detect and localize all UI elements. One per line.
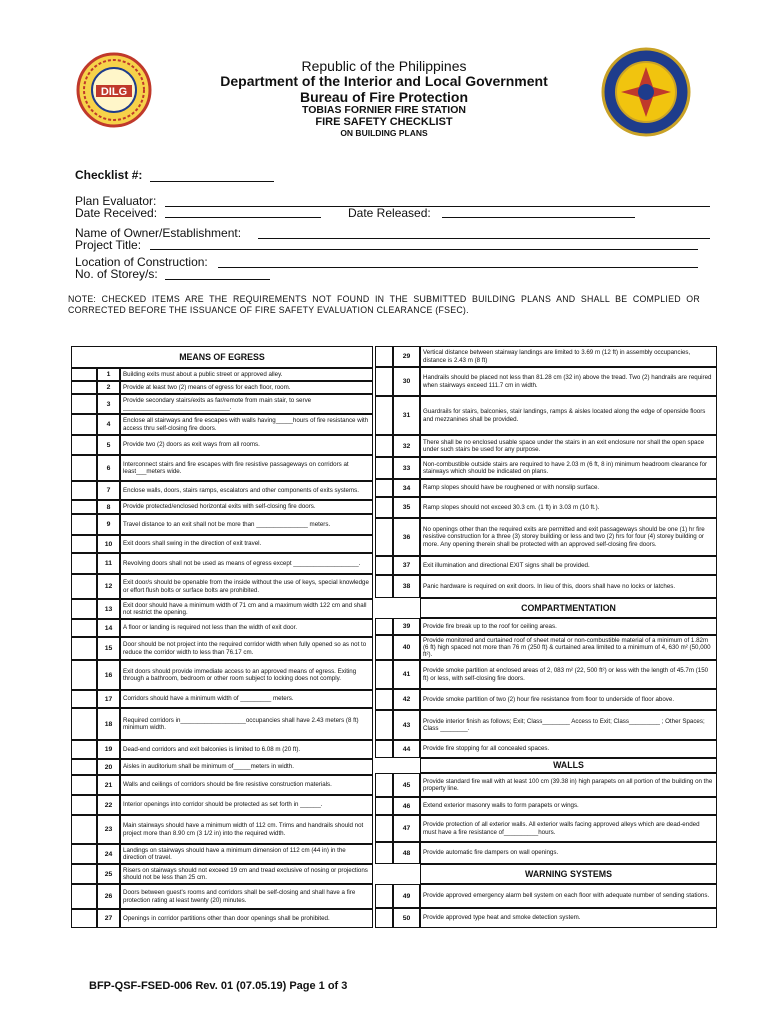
checkbox[interactable] <box>71 740 97 759</box>
checkbox[interactable] <box>71 690 97 708</box>
item-number: 15 <box>104 645 113 652</box>
item-number: 47 <box>402 825 411 832</box>
item-text: Provide automatic fire dampers on wall openings. <box>423 849 559 857</box>
checkbox[interactable] <box>71 708 97 740</box>
item-text: Ramp slopes should not exceed 30.3 cm. (1 ft) in 3.03 m (10 ft.). <box>423 503 600 511</box>
item-number: 18 <box>104 720 113 728</box>
item-number: 9 <box>106 521 111 528</box>
checkbox[interactable] <box>71 795 97 815</box>
item-text: Panic hardware is required on exit doors. In lieu of this, doors shall have no locks or latches. <box>423 582 676 590</box>
checkbox[interactable] <box>71 381 97 394</box>
item-text: Landings on stairways should have a minimum dimension of 112 cm (44 in) in the direction of travel. <box>123 846 346 861</box>
location-label: Location of Construction: <box>75 255 208 269</box>
checkbox[interactable] <box>375 842 393 864</box>
item-text: Handrails should be placed not less than 81.28 cm (32 in) above the tread. Two (2) handrails are required when stairways exceed 111.7 cm in width. <box>423 374 712 389</box>
item-number: 37 <box>402 562 411 569</box>
owner-label: Name of Owner/Establishment: <box>75 226 242 240</box>
checkbox[interactable] <box>71 759 97 775</box>
checkbox[interactable] <box>71 414 97 435</box>
section-compartmentation: COMPARTMENTATION <box>420 598 717 618</box>
checkbox[interactable] <box>71 815 97 844</box>
checklist-no-field[interactable] <box>150 181 274 182</box>
item-text: Provide smoke partition at enclosed areas of 2, 083 m² (22, 500 ft²) or less with the length of 45.7m (150 ft) or less, with self-closing fire doors. <box>423 667 709 682</box>
date-received-field[interactable] <box>165 217 321 218</box>
item-text: Exit door should have a minimum width of 71 cm and a maximum width 122 cm and shall not restrict the opening. <box>123 601 367 616</box>
item-number: 45 <box>402 781 411 789</box>
checkbox[interactable] <box>71 619 97 637</box>
republic-heading: Republic of the Philippines <box>301 58 467 74</box>
item-number: 49 <box>402 892 411 900</box>
item-text: Provide fire stopping for all concealed spaces. <box>423 745 550 753</box>
item-text: Doors between guest's rooms and corridors shall be self-closing and shall have a fire protection rating at least twenty (20) minutes. <box>123 889 356 904</box>
checkbox[interactable] <box>375 908 393 928</box>
date-released-field[interactable] <box>442 217 635 218</box>
note-text: NOTE: CHECKED ITEMS ARE THE REQUIREMENTS NOT FOUND IN THE SUBMITTED BUILDING PLANS AND SHALL BE COMPLIED OR CORRECTED BEFORE THE ISSUANCE OF FIRE SAFETY EVALUATION CLEARANCE (FSEC). <box>68 294 700 315</box>
item-number: 11 <box>104 560 113 567</box>
bureau-heading: Bureau of Fire Protection <box>299 89 469 105</box>
item-number: 39 <box>402 623 411 630</box>
dilg-logo-text: DILG <box>100 86 128 98</box>
item-number: 42 <box>402 696 411 703</box>
checkbox[interactable] <box>71 864 97 884</box>
item-text: Provide two (2) doors as exit ways from all rooms. <box>123 441 260 449</box>
item-text: Vertical distance between stairway landings are limited to 3.69 m (12 ft) in assembly occupancies, distance is 2.43 m (8 ft) <box>423 349 691 364</box>
checkbox[interactable] <box>375 556 393 575</box>
item-number: 16 <box>104 671 113 679</box>
item-text: Provide approved type heat and smoke detection system. <box>423 914 581 922</box>
checkbox[interactable] <box>375 396 393 435</box>
checkbox[interactable] <box>71 455 97 481</box>
item-text: Extend exterior masonry walls to form parapets or wings. <box>423 802 579 810</box>
checklist-title: FIRE SAFETY CHECKLIST <box>315 116 453 128</box>
item-number: 32 <box>402 442 411 450</box>
item-text: Enclose all stairways and fire escapes with walls having_____hours of fire resistance with access thru self-closing fire doors. <box>123 417 369 432</box>
item-number: 2 <box>106 384 111 391</box>
checkbox[interactable] <box>71 500 97 514</box>
item-text: Aisles in auditorium shall be minimum of_____meters in width. <box>123 763 294 771</box>
item-text: Provide interior finish as follows; Exit; Class________ Access to Exit; Class_________ ; Other Spaces; Class ________. <box>423 717 705 732</box>
item-text: Dead-end corridors and exit balconies is limited to 6.08 m (20 ft). <box>123 745 301 753</box>
item-number: 40 <box>402 644 411 651</box>
item-number: 6 <box>106 464 111 472</box>
item-number: 10 <box>104 540 113 548</box>
section-warning-systems: WARNING SYSTEMS <box>420 864 717 884</box>
checkbox[interactable] <box>375 618 393 635</box>
item-text: Openings in corridor partitions other than door openings shall be prohibited. <box>123 914 330 922</box>
item-text: Enclose walls, doors, stairs ramps, escalators and other components of exits systems. <box>123 486 359 494</box>
item-text: Revolving doors shall not be used as means of egress except ___________________. <box>123 559 361 567</box>
item-number: 8 <box>106 503 111 511</box>
item-number: 41 <box>402 671 411 678</box>
item-text: Provide standard fire wall with at least 100 cm (39.38 in) high parapets on all portion of the building on the property line. <box>423 777 713 792</box>
item-number: 22 <box>104 801 113 809</box>
item-text: Ramp slopes should have be roughened or with nonslip surface. <box>423 484 600 492</box>
storeys-field[interactable] <box>165 279 270 280</box>
station-heading: TOBIAS FORNIER FIRE STATION <box>302 104 466 116</box>
checkbox[interactable] <box>375 710 393 740</box>
item-text: Exit doors should provide immediate access to an approved means of egress. Exiting through a bathroom, bedroom or other room subject to locking does not comply. <box>123 667 357 682</box>
checkbox[interactable] <box>71 844 97 864</box>
item-text: Provide fire break up to the roof for ceiling areas. <box>423 622 557 630</box>
item-number: 20 <box>104 763 113 771</box>
checkbox[interactable] <box>375 689 393 710</box>
item-text: Travel distance to an exit shall not be more than _______________ meters. <box>123 520 331 528</box>
item-number: 33 <box>402 464 411 472</box>
section-walls: WALLS <box>420 758 717 773</box>
item-text: Exit doors shall swing in the direction of exit travel. <box>123 540 262 548</box>
item-number: 12 <box>104 583 113 590</box>
item-number: 30 <box>402 378 411 385</box>
checkbox[interactable] <box>375 346 393 367</box>
storeys-label: No. of Storey/s: <box>75 267 158 281</box>
item-number: 5 <box>106 441 111 449</box>
item-text: Corridors should have a minimum width of _________ meters. <box>123 695 294 703</box>
checkbox[interactable] <box>375 457 393 479</box>
item-number: 23 <box>104 826 113 833</box>
item-text: A floor or landing is required not less than the width of exit door. <box>123 624 298 632</box>
item-text: Door should be not project into the required corridor width when fully opened so as not to reduce the corridor width to less than 76.17 cm. <box>123 641 367 656</box>
item-text: Risers on stairways should not exceed 19 cm and tread exclusive of nosing or projections should not be less than 25 cm. <box>123 866 368 881</box>
date-released-label: Date Released: <box>348 206 431 220</box>
item-number: 36 <box>402 533 411 541</box>
checkbox[interactable] <box>375 367 393 396</box>
checkbox[interactable] <box>71 368 97 381</box>
item-number: 48 <box>402 849 411 857</box>
item-number: 26 <box>104 893 113 900</box>
item-text: Provide monitored and curtained roof of sheet metal or non-combustible material of a minimum of 1.82m (6 ft) high spaced not more than 76 m (250 ft) & curtained area limited to a minimum of 4, 630 m² (50,000 ft²). <box>423 636 711 659</box>
checkbox[interactable] <box>71 884 97 909</box>
department-heading: Department of the Interior and Local Government <box>220 73 548 89</box>
checkbox[interactable] <box>71 775 97 795</box>
project-title-label: Project Title: <box>75 238 142 252</box>
item-text: Non-combustible outside stairs are required to have 2.03 m (6 ft, 8 in) minimum headroom clearance for stairways which should be indicated on plans. <box>423 460 708 475</box>
checkbox[interactable] <box>375 497 393 518</box>
checkbox[interactable] <box>71 481 97 500</box>
checkbox[interactable] <box>375 773 393 797</box>
checkbox[interactable] <box>71 394 97 414</box>
checkbox[interactable] <box>375 815 393 842</box>
item-text: Exit door/s should be openable from the inside without the use of keys, special knowledge or effort flush bolts or surface bolts are prohibited. <box>123 579 369 594</box>
section-means-of-egress: MEANS OF EGRESS <box>71 346 373 368</box>
plan-evaluator-field[interactable] <box>165 206 710 207</box>
item-number: 44 <box>402 745 411 753</box>
item-number: 21 <box>104 781 113 789</box>
item-number: 50 <box>402 914 411 922</box>
checkbox[interactable] <box>375 575 393 598</box>
item-text: Provide protection of all exterior walls. All exterior walls facing approved alleys which are dead-ended must have a fire resistance of__________hours. <box>423 821 700 836</box>
checkbox[interactable] <box>71 514 97 535</box>
location-field[interactable] <box>218 267 698 268</box>
checkbox[interactable] <box>71 574 97 599</box>
item-number: 38 <box>402 583 411 590</box>
checkbox[interactable] <box>375 740 393 758</box>
item-text: Main stairways should have a minimum width of 112 cm. Trims and handrails should not project more than 8.90 cm (3 1/2 in) into the required width. <box>123 822 364 837</box>
item-number: 31 <box>402 412 411 419</box>
date-received-label: Date Received: <box>75 206 158 220</box>
checkbox[interactable] <box>375 797 393 815</box>
item-number: 34 <box>402 484 411 492</box>
item-number: 29 <box>402 353 411 360</box>
item-number: 27 <box>104 915 113 922</box>
footer-text: BFP-QSF-FSED-006 Rev. 01 (07.05.19) Page 1 of 3 <box>89 980 348 992</box>
checkbox[interactable] <box>71 909 97 928</box>
checkbox[interactable] <box>71 435 97 455</box>
item-number: 24 <box>104 850 113 858</box>
item-number: 14 <box>104 624 113 632</box>
item-text: Building exits must about a public street or approved alley. <box>123 370 283 378</box>
checklist-subtitle: ON BUILDING PLANS <box>340 128 428 138</box>
item-text: Provide secondary stairs/exits as far/remote from main stair, to serve _______________________________. <box>123 396 312 411</box>
item-number: 35 <box>402 504 411 511</box>
checkbox[interactable] <box>71 599 97 619</box>
item-text: Provide smoke partition of two (2) hour fire resistance from floor to underside of floor above. <box>423 695 675 703</box>
item-text: There shall be no enclosed usable space under the stairs in an exit enclosure nor shall the open space under such stairs be used for any purpose. <box>423 438 705 453</box>
item-number: 46 <box>402 802 411 810</box>
item-text: Provide approved emergency alarm bell system on each floor with adequate number of sending stations. <box>423 892 710 900</box>
item-number: 4 <box>106 421 111 428</box>
checkbox[interactable] <box>71 637 97 660</box>
item-text: No openings other than the required exits are permitted and exit passageways should be one (1) hr fire resistive construction for a three (3) storey building or less and two (2) hrs for four (4) storey building or more. Any opening therein shall be protected with an approved self-closing fire doors. <box>423 526 705 548</box>
owner-field[interactable] <box>258 238 710 239</box>
item-number: 7 <box>106 487 111 494</box>
item-number: 1 <box>106 371 111 378</box>
checklist-no-label: Checklist #: <box>75 168 143 182</box>
checkbox[interactable] <box>375 660 393 689</box>
checkbox[interactable] <box>375 635 393 660</box>
checklist-table <box>71 346 717 928</box>
item-text: Provide at least two (2) means of egress for each floor, room. <box>123 383 291 391</box>
checkbox[interactable] <box>71 660 97 690</box>
item-text: Exit illumination and directional EXIT signs shall be provided. <box>423 561 590 569</box>
plan-evaluator-label: Plan Evaluator: <box>75 194 157 208</box>
checkbox[interactable] <box>71 535 97 553</box>
item-text: Provide protected/enclosed horizontal exits with self-closing fire doors. <box>123 503 316 511</box>
item-number: 25 <box>104 870 113 878</box>
checkbox[interactable] <box>375 479 393 497</box>
item-text: Walls and ceilings of corridors should be fire resistive construction materials. <box>123 781 332 789</box>
checkbox[interactable] <box>375 435 393 457</box>
checkbox[interactable] <box>375 518 393 556</box>
item-number: 43 <box>402 721 411 729</box>
item-text: Required corridors in___________________occupancies shall have 2.43 meters (8 ft) minimum width. <box>123 716 359 731</box>
item-number: 17 <box>104 695 113 703</box>
checkbox[interactable] <box>71 553 97 574</box>
item-number: 19 <box>104 746 113 753</box>
item-number: 13 <box>104 605 113 613</box>
item-text: Interior openings into corridor should be protected as set forth in ______. <box>123 801 323 809</box>
item-text: Interconnect stairs and fire escapes with fire resistive passageways on corridors at least___meters wide. <box>123 460 349 475</box>
checkbox[interactable] <box>375 884 393 908</box>
item-text: Guardrails for stairs, balconies, stair landings, ramps & aisles located along the edge of openside floors and mezzanines shall be provided. <box>423 408 706 423</box>
item-number: 3 <box>106 400 111 408</box>
project-title-field[interactable] <box>150 249 698 250</box>
